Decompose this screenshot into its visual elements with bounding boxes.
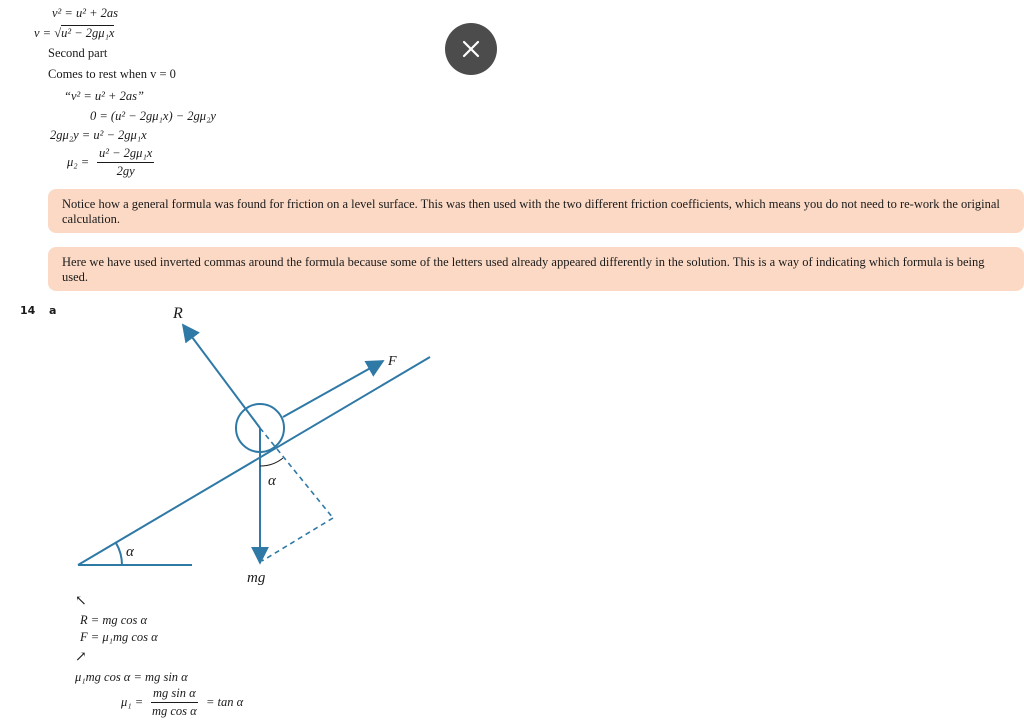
equation-rhs: = tan α	[206, 695, 244, 709]
section-heading: Second part	[48, 46, 108, 60]
reaction-arrow	[183, 325, 260, 428]
label-mg: mg	[247, 570, 266, 586]
equation-line: “v² = u² + 2as”	[64, 89, 144, 103]
equation-line: R = mg cos α	[80, 613, 148, 627]
sqrt-sign: √	[54, 26, 62, 40]
equation-line: μ₁mg cos α = mg sin α	[75, 670, 188, 684]
label-alpha: α	[268, 473, 276, 489]
equation-line: F = μ₁mg cos α	[80, 630, 158, 644]
equation-lhs: μ₁ =	[121, 695, 144, 709]
fraction	[97, 146, 154, 179]
equation-lhs: v =	[34, 26, 55, 40]
note-box: Here we have used inverted commas around the formula because some of the letters used already appeared differently in the solution. This is a way of indicating which formula is being used.	[48, 247, 1024, 291]
equation-lhs: μ₂ =	[67, 155, 90, 169]
question-number: 14	[20, 304, 36, 317]
friction-arrow	[283, 361, 383, 417]
arrow-icon: ↖	[75, 594, 87, 609]
close-icon	[461, 39, 481, 59]
inclined-plane	[78, 357, 430, 565]
text-line: Comes to rest when v = 0	[48, 67, 176, 81]
note-box: Notice how a general formula was found for friction on a level surface. This was then used with the two different friction coefficients, which means you do not need to re-work the original calculation.	[48, 189, 1024, 233]
equation-line: 2gμ₂y = u² − 2gμ₁x	[50, 128, 147, 142]
label-R: R	[173, 305, 183, 322]
angle-arc	[260, 458, 283, 466]
close-button[interactable]	[445, 23, 497, 75]
equation-line: 0 = (u² − 2gμ₁x) − 2gμ₂y	[90, 109, 216, 123]
fraction-numerator: mg sin α	[151, 686, 198, 703]
label-F: F	[388, 354, 397, 369]
fraction-denominator: mg cos α	[151, 704, 197, 718]
fraction-numerator: u² − 2gμ₁x	[97, 146, 154, 163]
equation-line: v² = u² + 2as	[52, 6, 119, 20]
fraction	[151, 686, 198, 719]
label-alpha: α	[126, 544, 134, 560]
question-part: a	[49, 304, 57, 317]
fraction-denominator: 2gy	[116, 164, 135, 178]
equation-line	[34, 26, 114, 41]
dashed-component	[262, 518, 333, 561]
force-diagram	[0, 295, 460, 595]
arrow-icon: ↗	[75, 650, 87, 665]
angle-arc	[116, 543, 122, 565]
radicand: u² − 2gμ₁x	[61, 26, 115, 40]
